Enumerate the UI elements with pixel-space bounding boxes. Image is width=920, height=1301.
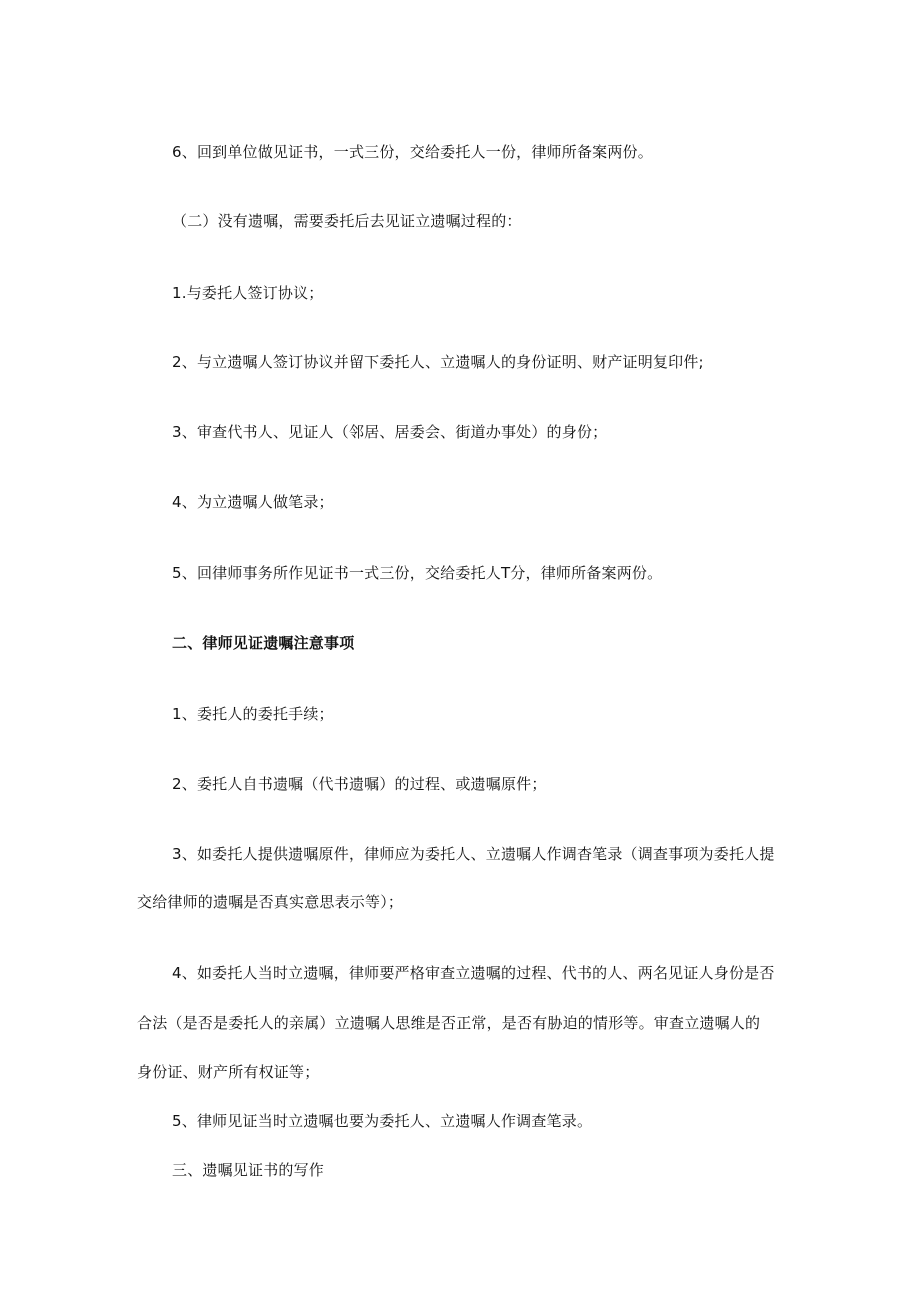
paragraph-note-4-line-1: 4、如委托人当时立遗嘱，律师要严格审查立遗嘱的过程、代书的人、两名见证人身份是否 bbox=[172, 964, 775, 982]
paragraph-note-3-line-2: 交给律师的遗嘱是否真实意思表示等）； bbox=[137, 893, 404, 911]
section-heading-notes: 二、律师见证遗嘱注意事项 bbox=[172, 634, 355, 652]
paragraph-note-5: 5、律师见证当时立遗嘱也要为委托人、立遗嘱人作调查笔录。 bbox=[172, 1112, 593, 1130]
section-heading-certificate-writing: 三、遗嘱见证书的写作 bbox=[172, 1161, 325, 1179]
paragraph-step-1-agreement: 1.与委托人签订协议； bbox=[172, 284, 324, 302]
paragraph-step-5-certificate: 5、回律师事务所作见证书一式三份，交给委托人T分，律师所备案两份。 bbox=[172, 564, 663, 582]
paragraph-subsection-no-will: （二）没有遗嘱，需要委托后去见证立遗嘱过程的： bbox=[172, 212, 522, 230]
paragraph-note-4-line-2: 合法（是否是委托人的亲属）立遗嘱人思维是否正常，是否有胁迫的情形等。审查立遗嘱人的 bbox=[137, 1014, 761, 1032]
paragraph-note-1: 1、委托人的委托手续； bbox=[172, 705, 334, 723]
paragraph-note-2: 2、委托人自书遗嘱（代书遗嘱）的过程、或遗嘱原件； bbox=[172, 775, 547, 793]
paragraph-step-2-documents: 2、与立遗嘱人签订协议并留下委托人、立遗嘱人的身份证明、财产证明复印件; bbox=[172, 353, 704, 371]
paragraph-note-4-line-3: 身份证、财产所有权证等； bbox=[137, 1063, 320, 1081]
paragraph-step-3-review: 3、审查代书人、见证人（邻居、居委会、街道办事处）的身份； bbox=[172, 423, 608, 441]
paragraph-step-4-record: 4、为立遗嘱人做笔录； bbox=[172, 493, 334, 511]
paragraph-note-3-line-1: 3、如委托人提供遗嘱原件，律师应为委托人、立遗嘱人作调杳笔录（调查事项为委托人提 bbox=[172, 845, 775, 863]
paragraph-step-6-certificate: 6、回到单位做见证书，一式三份，交给委托人一份，律师所备案两份。 bbox=[172, 143, 653, 161]
